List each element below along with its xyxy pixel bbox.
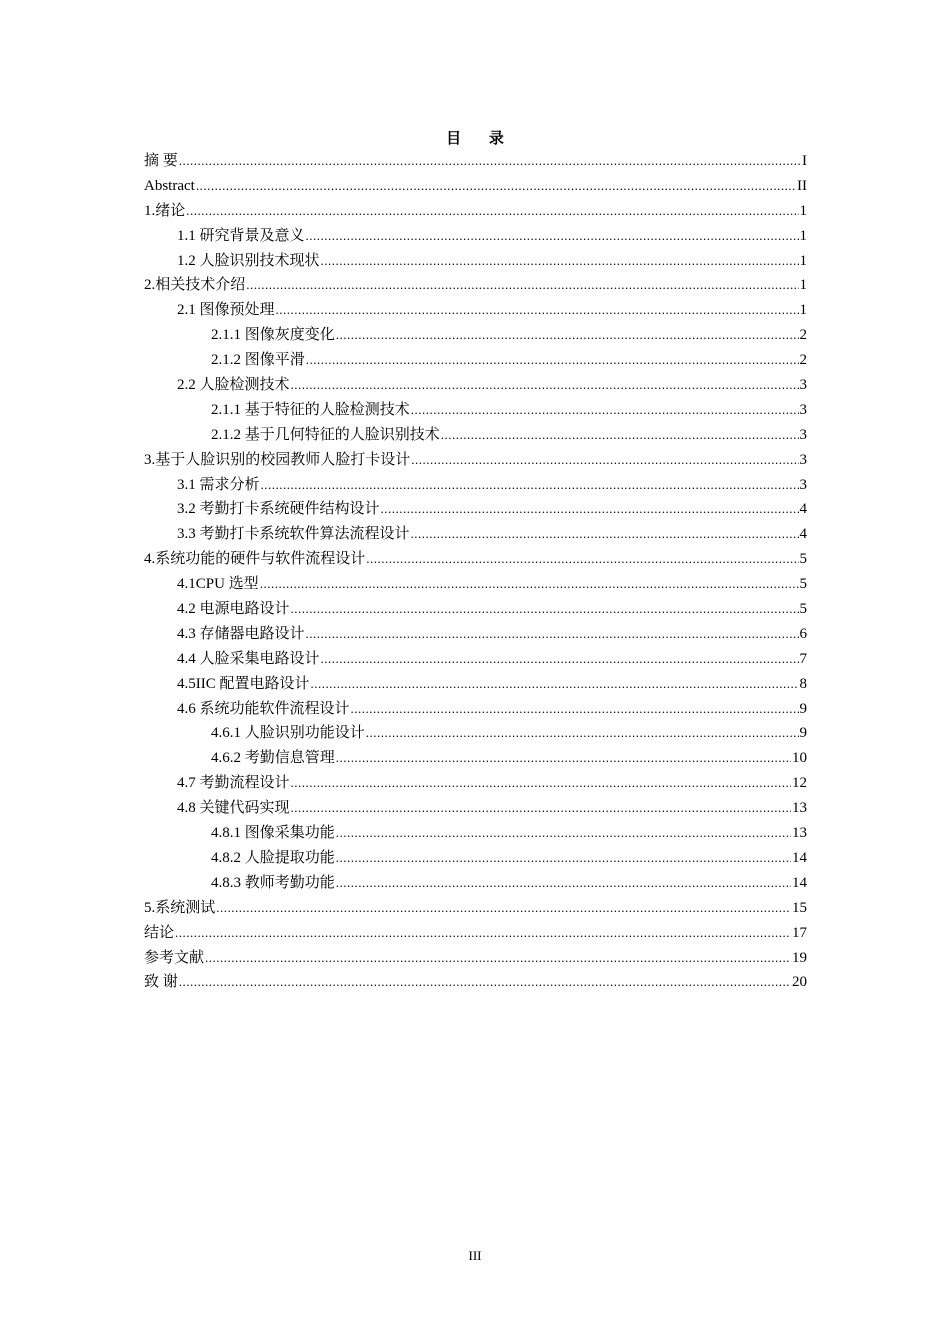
toc-entry[interactable] [144, 597, 807, 622]
toc-entry-label: 参考文献 [144, 949, 205, 966]
toc-entry-page: 3 [799, 377, 807, 394]
toc-entry-page: 5 [799, 551, 807, 568]
toc-entry-label: 4.4 人脸采集电路设计 [177, 650, 320, 667]
toc-leader-dots [306, 622, 799, 647]
toc-entry-label: 3.2 考勤打卡系统硬件结构设计 [177, 501, 380, 518]
toc-entry-label: 4.6.2 考勤信息管理 [211, 750, 335, 767]
toc-leader-dots [196, 174, 796, 199]
toc-leader-dots [261, 473, 799, 498]
toc-entry-label: 2.相关技术介绍 [144, 277, 246, 294]
toc-entry-page: 13 [792, 800, 807, 817]
toc-entry-label: 摘 要 [144, 153, 178, 169]
toc-entry-label: 4.8 关键代码实现 [177, 800, 290, 817]
toc-entry-page: 15 [792, 899, 807, 916]
toc-entry[interactable] [144, 896, 807, 921]
toc-leader-dots [321, 647, 799, 672]
toc-entry[interactable] [144, 647, 807, 672]
toc-leader-dots [186, 199, 798, 224]
toc-entry[interactable] [144, 721, 807, 746]
toc-entry-label: 4.7 考勤流程设计 [177, 775, 290, 792]
toc-entry-page: 4 [799, 526, 807, 543]
toc-leader-dots [366, 547, 798, 572]
toc-entry-page: 1 [799, 277, 807, 294]
toc-entry[interactable] [144, 746, 807, 771]
toc-entry-page: I [802, 153, 807, 169]
toc-entry[interactable] [144, 672, 807, 697]
toc-entry-page: 2 [799, 327, 807, 344]
toc-entry-page: 10 [792, 750, 807, 767]
toc-entry[interactable] [144, 522, 807, 547]
toc-leader-dots [336, 871, 791, 896]
toc-entry-page: 1 [799, 302, 807, 319]
toc-entry[interactable] [144, 970, 807, 995]
toc-leader-dots [321, 249, 799, 274]
toc-entry-page: 17 [792, 924, 807, 941]
toc-entry-page: 8 [799, 675, 807, 692]
toc-entry-label: 3.3 考勤打卡系统软件算法流程设计 [177, 526, 410, 543]
toc-entry-label: 致 谢 [144, 974, 178, 991]
toc-entry[interactable] [144, 298, 807, 323]
toc-entry[interactable] [144, 174, 807, 199]
toc-entry-label: 2.2 人脸检测技术 [177, 377, 290, 394]
toc-entry[interactable] [144, 796, 807, 821]
toc-entry-page: 3 [799, 451, 807, 468]
toc-entry-label: 2.1.1 图像灰度变化 [211, 327, 335, 344]
toc-entry-label: 1.绪论 [144, 202, 186, 219]
toc-entry[interactable] [144, 423, 807, 448]
toc-entry[interactable] [144, 448, 807, 473]
toc-entry[interactable] [144, 199, 807, 224]
toc-entry[interactable] [144, 697, 807, 722]
toc-leader-dots [291, 373, 799, 398]
toc-entry[interactable] [144, 921, 807, 946]
page-number: III [468, 1248, 482, 1263]
toc-entry-page: 5 [799, 601, 807, 618]
toc-entry-label: 3.1 需求分析 [177, 476, 260, 493]
toc-leader-dots [246, 273, 798, 298]
toc-leader-dots [441, 423, 799, 448]
toc-leader-dots [381, 497, 799, 522]
toc-entry[interactable] [144, 149, 807, 174]
toc-entry-page: 4 [799, 501, 807, 518]
toc-leader-dots [291, 771, 791, 796]
toc-leader-dots [366, 721, 799, 746]
toc-entry-label: 2.1.2 图像平滑 [211, 352, 305, 369]
toc-entry-label: 2.1 图像预处理 [177, 302, 275, 319]
toc-entry[interactable] [144, 373, 807, 398]
toc-entry-label: 5.系统测试 [144, 899, 216, 916]
toc-entry-page: 6 [799, 625, 807, 642]
toc-entry[interactable] [144, 273, 807, 298]
toc-entry-label: 4.8.1 图像采集功能 [211, 825, 335, 842]
toc-entry[interactable] [144, 622, 807, 647]
toc-entry-page: 14 [792, 874, 807, 891]
toc-leader-dots [336, 821, 791, 846]
toc-entry-label: 4.系统功能的硬件与软件流程设计 [144, 551, 366, 568]
toc-entry-label: 4.8.3 教师考勤功能 [211, 874, 335, 891]
toc-entry-label: 4.5IIC 配置电路设计 [177, 675, 310, 692]
toc-entry-label: 3.基于人脸识别的校园教师人脸打卡设计 [144, 451, 411, 468]
toc-leader-dots [306, 348, 799, 373]
toc-entry[interactable] [144, 572, 807, 597]
toc-entry[interactable] [144, 871, 807, 896]
toc-leader-dots [411, 448, 798, 473]
toc-leader-dots [336, 846, 791, 871]
toc-leader-dots [175, 921, 791, 946]
toc-entry-label: 4.6 系统功能软件流程设计 [177, 700, 350, 717]
toc-leader-dots [411, 398, 799, 423]
toc-entry-page: 1 [799, 227, 807, 244]
toc-leader-dots [260, 572, 799, 597]
toc-entry[interactable] [144, 398, 807, 423]
toc-entry-label: 4.2 电源电路设计 [177, 601, 290, 618]
toc-leader-dots [276, 298, 799, 323]
toc-entry[interactable] [144, 821, 807, 846]
toc-entry-page: 3 [799, 426, 807, 443]
toc-entry-label: 4.3 存储器电路设计 [177, 625, 305, 642]
toc-title: 目 录 [446, 131, 516, 147]
toc-entry-page: 3 [799, 401, 807, 418]
toc-entry-page: 9 [799, 725, 807, 742]
toc-entry-label: 2.1.2 基于几何特征的人脸识别技术 [211, 426, 440, 443]
toc-leader-dots [411, 522, 799, 547]
toc-entry[interactable] [144, 846, 807, 871]
toc-entry-page: 5 [799, 576, 807, 593]
toc-entry-page: 19 [792, 949, 807, 966]
toc-entry-label: 1.1 研究背景及意义 [177, 227, 305, 244]
toc-entry[interactable] [144, 946, 807, 971]
toc-entry[interactable] [144, 348, 807, 373]
toc-entry-page: 1 [799, 202, 807, 219]
toc-entry-page: 12 [792, 775, 807, 792]
toc-entry[interactable] [144, 547, 807, 572]
toc-entry-page: 13 [792, 825, 807, 842]
toc-entry-page: 9 [799, 700, 807, 717]
toc-entry[interactable] [144, 224, 807, 249]
toc-entry-label: Abstract [144, 177, 195, 194]
toc-entry-label: 4.6.1 人脸识别功能设计 [211, 725, 365, 742]
toc-entry-page: 14 [792, 849, 807, 866]
toc-entry-label: 4.1CPU 选型 [177, 576, 259, 593]
table-of-contents [144, 149, 807, 995]
toc-entry[interactable] [144, 249, 807, 274]
toc-entry-page: II [797, 177, 807, 194]
toc-entry-page: 20 [792, 974, 807, 991]
toc-leader-dots [291, 597, 799, 622]
toc-entry-label: 2.1.1 基于特征的人脸检测技术 [211, 401, 410, 418]
toc-entry-label: 4.8.2 人脸提取功能 [211, 849, 335, 866]
toc-entry[interactable] [144, 323, 807, 348]
toc-leader-dots [306, 224, 799, 249]
toc-leader-dots [336, 323, 799, 348]
toc-leader-dots [351, 697, 799, 722]
toc-entry-page: 1 [799, 252, 807, 269]
toc-entry-page: 7 [799, 650, 807, 667]
toc-entry[interactable] [144, 497, 807, 522]
toc-entry-label: 1.2 人脸识别技术现状 [177, 252, 320, 269]
toc-entry[interactable] [144, 473, 807, 498]
toc-leader-dots [311, 672, 799, 697]
toc-entry-page: 3 [799, 476, 807, 493]
toc-entry[interactable] [144, 771, 807, 796]
toc-leader-dots [179, 970, 791, 995]
toc-entry-label: 结论 [144, 924, 175, 941]
toc-leader-dots [216, 896, 791, 921]
toc-leader-dots [179, 149, 801, 174]
toc-entry-page: 2 [799, 352, 807, 369]
toc-leader-dots [205, 946, 791, 971]
toc-leader-dots [291, 796, 791, 821]
toc-leader-dots [336, 746, 791, 771]
